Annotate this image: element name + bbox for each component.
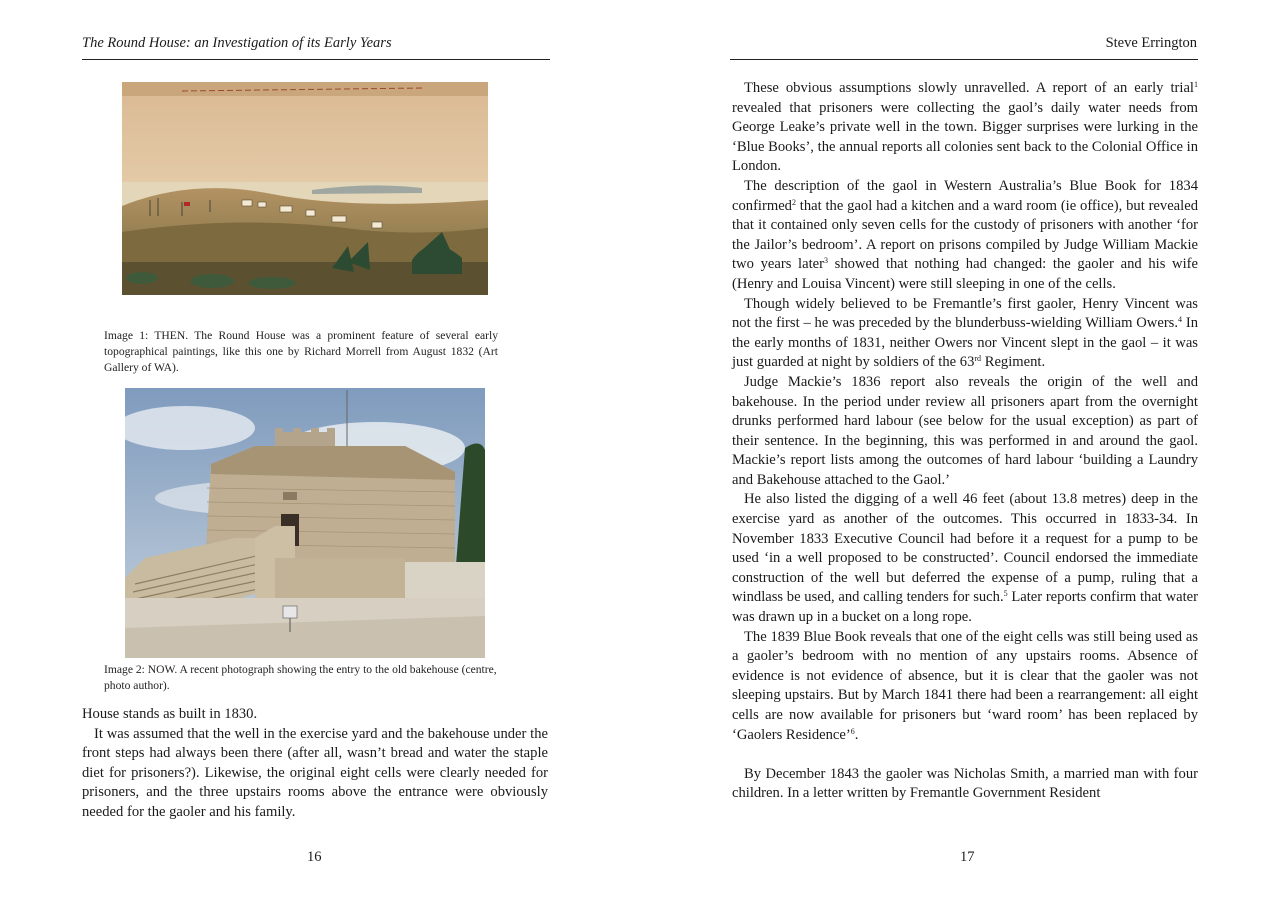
body-paragraph: Judge Mackie’s 1836 report also reveals the origin of the well and bakehouse. In the period under review all prisoners apart from the overnight drunks performed hard labour (see below for the usual exception) as part of their sentence. In the beginning, this was performed in and around the gaol. Mackie’s report lists among the outcomes of hard labour ‘building a Laundry and Bakehouse attached to the Gaol.’: [732, 373, 1198, 488]
body-paragraph: By December 1843 the gaoler was Nicholas Smith, a married man with four children. In a letter written by Fremantle Government Resident: [732, 765, 1198, 802]
page-number: 17: [960, 849, 975, 865]
footnote-ref: 4: [1178, 315, 1183, 325]
body-paragraph: House stands as built in 1830.: [82, 706, 258, 722]
footnote-ref: 2: [791, 197, 796, 207]
body-paragraph: [732, 79, 1198, 177]
header-rule: [82, 59, 550, 60]
ordinal-suffix: rd: [974, 354, 982, 364]
running-head-title: The Round House: an Investigation of its Early Years: [82, 35, 392, 51]
figure2-photo: [125, 388, 485, 658]
header-rule: [730, 59, 1198, 60]
body-paragraph: [732, 295, 1198, 373]
right-page: [640, 0, 1280, 908]
footnote-ref: 3: [823, 256, 828, 266]
text-run: In the early months of 1831, neither Owers nor Vincent slept in the gaol – it was just guarded at night by soldiers of the 63: [732, 315, 1198, 371]
text-run: Later reports confirm that water was drawn up in a bucket on a long rope.: [732, 589, 1198, 626]
text-run: revealed that prisoners were collecting the gaol’s daily water needs from George Leake’s private well in the town. Bigger surprises were lurking in the ‘Blue Books’, the annual reports all colonies sent back to the Colonial Office in London.: [732, 99, 1198, 175]
text-run: showed that nothing had changed: the gaoler and his wife (Henry and Louisa Vincent) were still sleeping in one of the cells.: [732, 256, 1198, 292]
footnote-ref: 5: [1003, 589, 1008, 599]
body-paragraph: [732, 177, 1198, 295]
text-run: The description of the gaol in Western Australia’s Blue Book for 1834 confirmed: [732, 177, 1198, 214]
running-head-author: Steve Errington: [1105, 35, 1197, 51]
figure2-caption: Image 2: NOW. A recent photograph showing the entry to the old bakehouse (centre, photo author).: [104, 663, 497, 692]
footnote-ref: 1: [1194, 80, 1198, 89]
body-paragraph: [732, 628, 1198, 746]
text-run: .: [854, 726, 859, 743]
paragraph-gap: [732, 745, 1198, 765]
left-body-text: [82, 705, 548, 823]
text-run: The 1839 Blue Book reveals that one of the eight cells was still being used as a gaoler’s bedroom with no mention of any upstairs rooms. Absence of evidence is not evidence of absence, but it is clear that the gaoler was not sleeping upstairs. But by March 1841 there had been a rearrangement: all eight cells are now available for prisoners but ‘ward room’ has been replaced by ‘Gaolers Residence’: [732, 628, 1198, 743]
body-paragraph: It was assumed that the well in the exercise yard and the bakehouse under the front steps had always been there (after all, wasn’t bread and water the staple diet for prisoners?). Likewise, the original eight cells were clearly needed for prisoners, and the three upstairs rooms above the entrance were obviously needed for the gaoler and his family.: [82, 725, 548, 820]
text-run: Though widely believed to be Fremantle’s first gaoler, Henry Vincent was not the first – he was preceded by the blunderbuss-wielding William Owers.: [732, 295, 1198, 332]
page-number: 16: [307, 849, 322, 865]
text-run: Regiment.: [981, 354, 1046, 371]
text-run: He also listed the digging of a well 46 feet (about 13.8 metres) deep in the exercise yard as another of the outcomes. This occurred in 1833-34. In November 1833 Executive Council had before it a request for a pump to be used ‘in a well proposed to be constructed’. Council endorsed the immediate construction of the well but deferred the expense of a pump, ruling that a windlass be used, and calling tenders for such.: [732, 491, 1198, 606]
body-paragraph: [732, 490, 1198, 627]
figure1-caption: Image 1: THEN. The Round House was a prominent feature of several early topographical paintings, like this one by Richard Morrell from August 1832 (Art Gallery of WA).: [104, 329, 498, 374]
footnote-ref: 6: [850, 726, 855, 736]
text-run: that the gaol had a kitchen and a ward room (ie office), but revealed that it contained only seven cells for the custody of prisoners with another ‘for the Jailor’s bedroom’. A report on prisons compiled by Judge William Mackie two years later: [732, 197, 1198, 273]
text-run: These obvious assumptions slowly unravelled. A report of an early trial: [744, 80, 1194, 96]
figure1-painting: [122, 82, 488, 295]
right-body-text: [732, 79, 1198, 804]
